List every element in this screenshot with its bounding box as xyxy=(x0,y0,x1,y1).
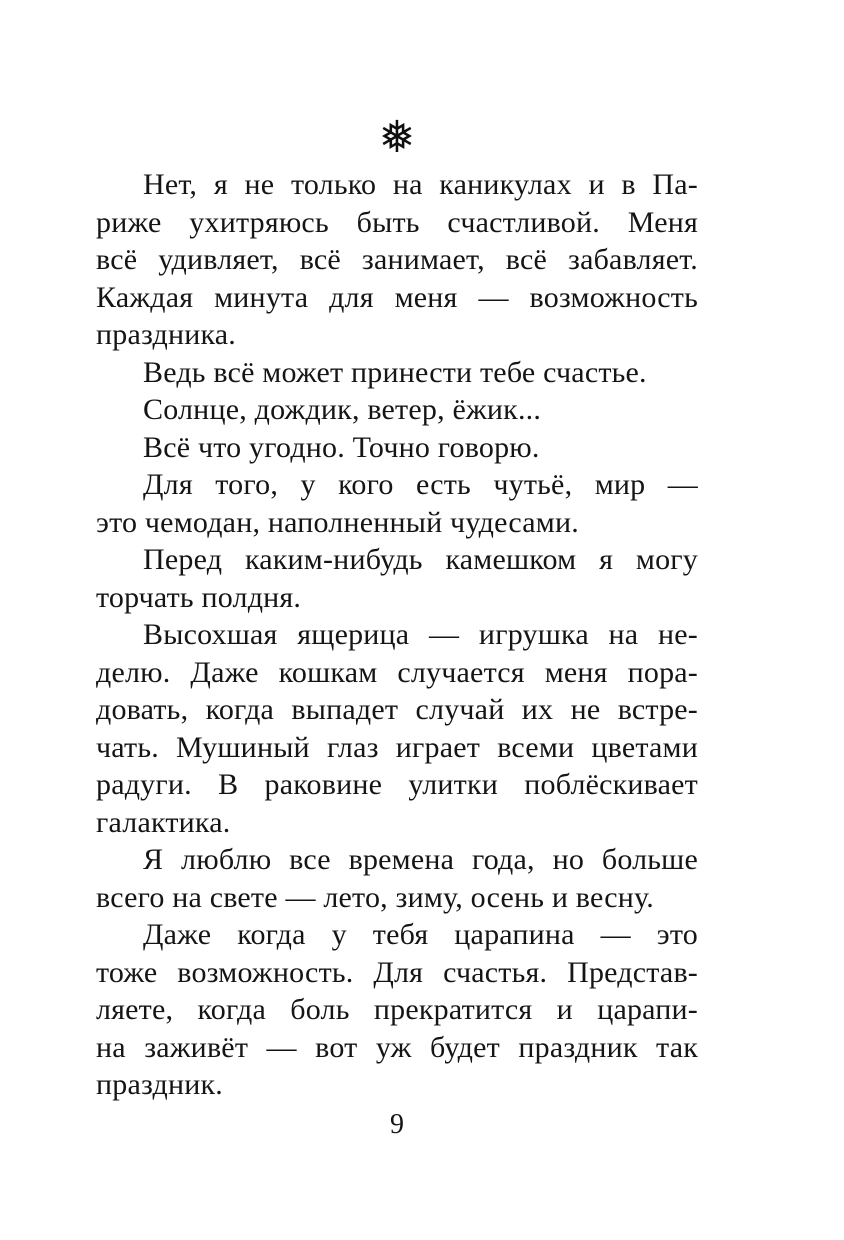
text-line: тоже возможность. Для счастья. Представ- xyxy=(96,955,698,989)
text-line: Каждая минута для меня — возможность xyxy=(96,280,698,314)
text-line: Даже когда у тебя царапина — это xyxy=(143,918,698,951)
text-line: Солнце, дождик, ветер, ёжик... xyxy=(143,393,542,426)
text-line: на заживёт — вот уж будет праздник так xyxy=(96,1030,698,1064)
paragraph xyxy=(96,429,698,467)
text-line: Я люблю все времена года, но больше xyxy=(143,843,698,876)
paragraph xyxy=(96,616,698,841)
text-line: радуги. В раковине улитки поблёскивает xyxy=(96,768,698,801)
text-line: довать, когда выпадет случай их не встре- xyxy=(96,693,698,726)
text-line: галактика. xyxy=(96,805,231,839)
text-line: Высохшая ящерица — игрушка на не- xyxy=(143,618,698,651)
paragraph xyxy=(96,466,698,541)
text-line: праздника. xyxy=(96,318,236,351)
text-line: всё удивляет, всё занимает, всё забавляет. xyxy=(96,243,698,276)
paragraph xyxy=(96,841,698,916)
text-line: делю. Даже кошкам случается меня пора- xyxy=(96,655,698,689)
snowflake-ornament-icon: ❅ xyxy=(378,112,416,163)
body-text xyxy=(96,166,698,1104)
text-line: торчать полдня. xyxy=(96,580,302,614)
page-number: 9 xyxy=(390,1109,404,1140)
paragraph xyxy=(96,541,698,616)
text-line: Нет, я не только на каникулах и в Па- xyxy=(143,168,698,201)
text-line: Ведь всё может принести тебе счастье. xyxy=(143,355,647,389)
text-line: Перед каким-нибудь камешком я могу xyxy=(143,543,698,576)
text-line: всего на свете — лето, зиму, осень и весну. xyxy=(96,880,654,914)
paragraph xyxy=(96,916,698,1104)
text-line: чать. Мушиный глаз играет всеми цветами xyxy=(96,730,698,764)
paragraph xyxy=(96,166,698,354)
text-line: Для того, у кого есть чутьё, мир — xyxy=(143,468,698,501)
text-line: праздник. xyxy=(96,1068,223,1101)
text-line: риже ухитряюсь быть счастливой. Меня xyxy=(96,205,698,239)
paragraph xyxy=(96,391,698,429)
text-line: ляете, когда боль прекратится и царапи- xyxy=(96,993,698,1026)
text-line: Всё что угодно. Точно говорю. xyxy=(143,430,540,464)
paragraph xyxy=(96,354,698,392)
text-line: это чемодан, наполненный чудесами. xyxy=(96,505,579,539)
